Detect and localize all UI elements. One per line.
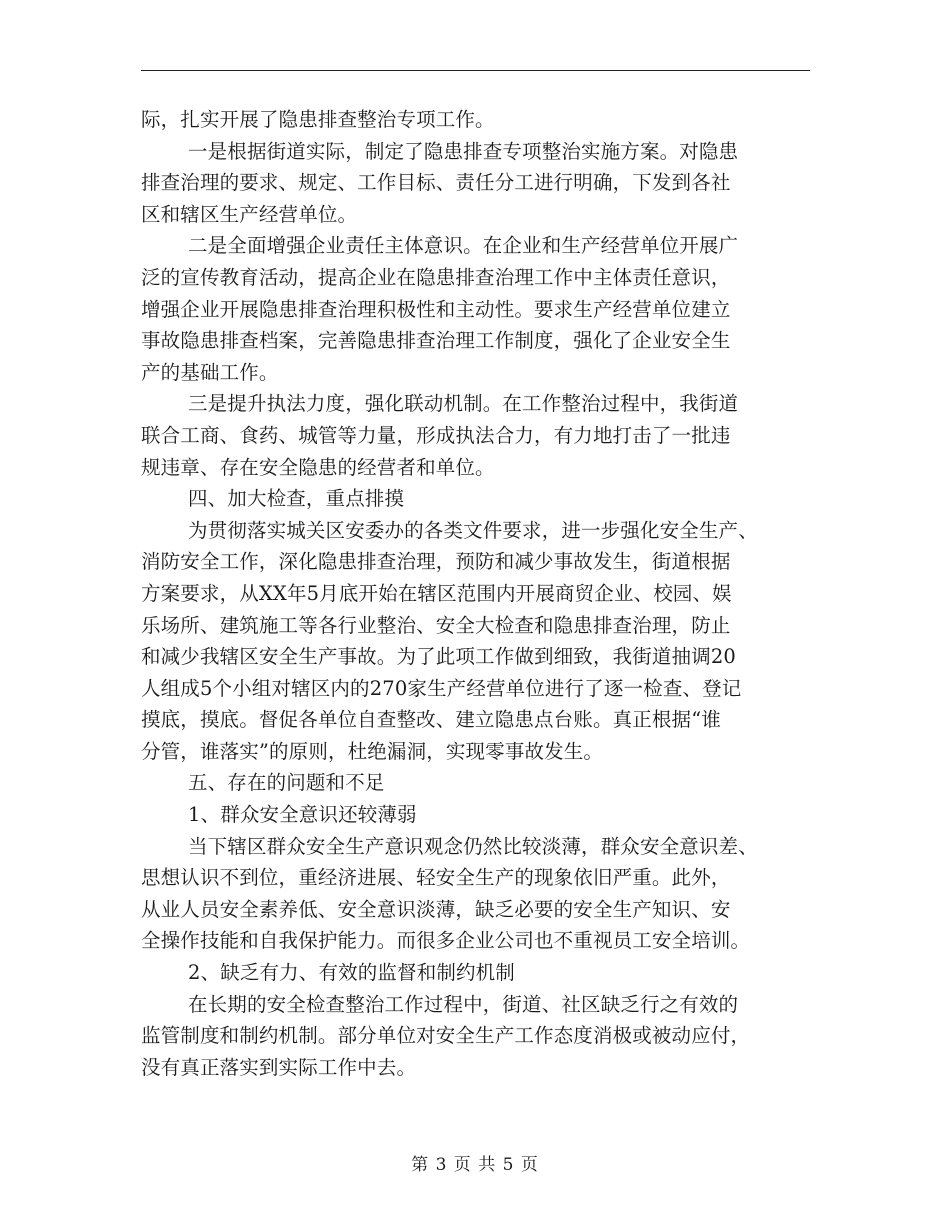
text-line: 和减少我辖区安全生产事故。为了此项工作做到细致，我街道抽调20 bbox=[141, 645, 736, 669]
text-line: 排查治理的要求、规定、工作目标、责任分工进行明确，下发到各社 bbox=[141, 171, 731, 195]
text-line: 消防安全工作，深化隐患排查治理，预防和减少事故发生，街道根据 bbox=[141, 550, 731, 574]
text-line: 规违章、存在安全隐患的经营者和单位。 bbox=[141, 455, 495, 479]
text-line: 乐场所、建筑施工等各行业整治、安全大检查和隐患排查治理，防止 bbox=[141, 613, 731, 637]
document-body bbox=[141, 104, 810, 1083]
text-line: 为贯彻落实城关区安委办的各类文件要求，进一步强化安全生产、 bbox=[188, 518, 758, 542]
text-line: 事故隐患排查档案，完善隐患排查治理工作制度，强化了企业安全生 bbox=[141, 329, 731, 353]
page-number-footer: 第 3 页 共 5 页 bbox=[411, 1155, 539, 1175]
text-line: 监管制度和制约机制。部分单位对安全生产工作态度消极或被动应付， bbox=[141, 1024, 751, 1048]
text-line: 当下辖区群众安全生产意识观念仍然比较淡薄，群众安全意识差、 bbox=[188, 834, 758, 858]
text-line: 泛的宣传教育活动，提高企业在隐患排查治理工作中主体责任意识， bbox=[141, 265, 731, 289]
text-line: 产的基础工作。 bbox=[141, 360, 279, 384]
text-line: 联合工商、食药、城管等力量，形成执法合力，有力地打击了一批违 bbox=[141, 423, 731, 447]
header-rule bbox=[141, 70, 810, 71]
text-line: 二是全面增强企业责任主体意识。在企业和生产经营单位开展广 bbox=[188, 234, 739, 258]
text-line: 三是提升执法力度，强化联动机制。在工作整治过程中，我街道 bbox=[188, 392, 739, 416]
section-heading: 五、存在的问题和不足 bbox=[188, 771, 385, 795]
text-line: 分管，谁落实”的原则，杜绝漏洞，实现零事故发生。 bbox=[141, 739, 604, 763]
text-line: 全操作技能和自我保护能力。而很多企业公司也不重视员工安全培训。 bbox=[141, 929, 751, 953]
subsection-heading: 1、群众安全意识还较薄弱 bbox=[188, 803, 417, 827]
text-line: 区和辖区生产经营单位。 bbox=[141, 202, 358, 226]
text-line: 在长期的安全检查整治工作过程中，街道、社区缺乏行之有效的 bbox=[188, 992, 739, 1016]
text-line: 摸底，摸底。督促各单位自查整改、建立隐患点台账。真正根据“谁 bbox=[141, 708, 721, 732]
text-line: 人组成5个小组对辖区内的270家生产经营单位进行了逐一检查、登记 bbox=[141, 676, 742, 700]
text-line: 方案要求，从XX年5月底开始在辖区范围内开展商贸企业、校园、娱 bbox=[141, 581, 732, 605]
text-line: 从业人员安全素养低、安全意识淡薄，缺乏必要的安全生产知识、安 bbox=[141, 897, 731, 921]
section-heading: 四、加大检查，重点排摸 bbox=[188, 487, 405, 511]
subsection-heading: 2、缺乏有力、有效的监督和制约机制 bbox=[188, 961, 515, 985]
text-line: 际，扎实开展了隐患排查整治专项工作。 bbox=[141, 108, 495, 131]
text-line: 增强企业开展隐患排查治理积极性和主动性。要求生产经营单位建立 bbox=[141, 297, 731, 321]
text-line: 一是根据街道实际，制定了隐患排查专项整治实施方案。对隐患 bbox=[188, 139, 739, 163]
text-line: 没有真正落实到实际工作中去。 bbox=[141, 1055, 417, 1079]
text-line: 思想认识不到位，重经济进展、轻安全生产的现象依旧严重。此外， bbox=[141, 866, 731, 890]
